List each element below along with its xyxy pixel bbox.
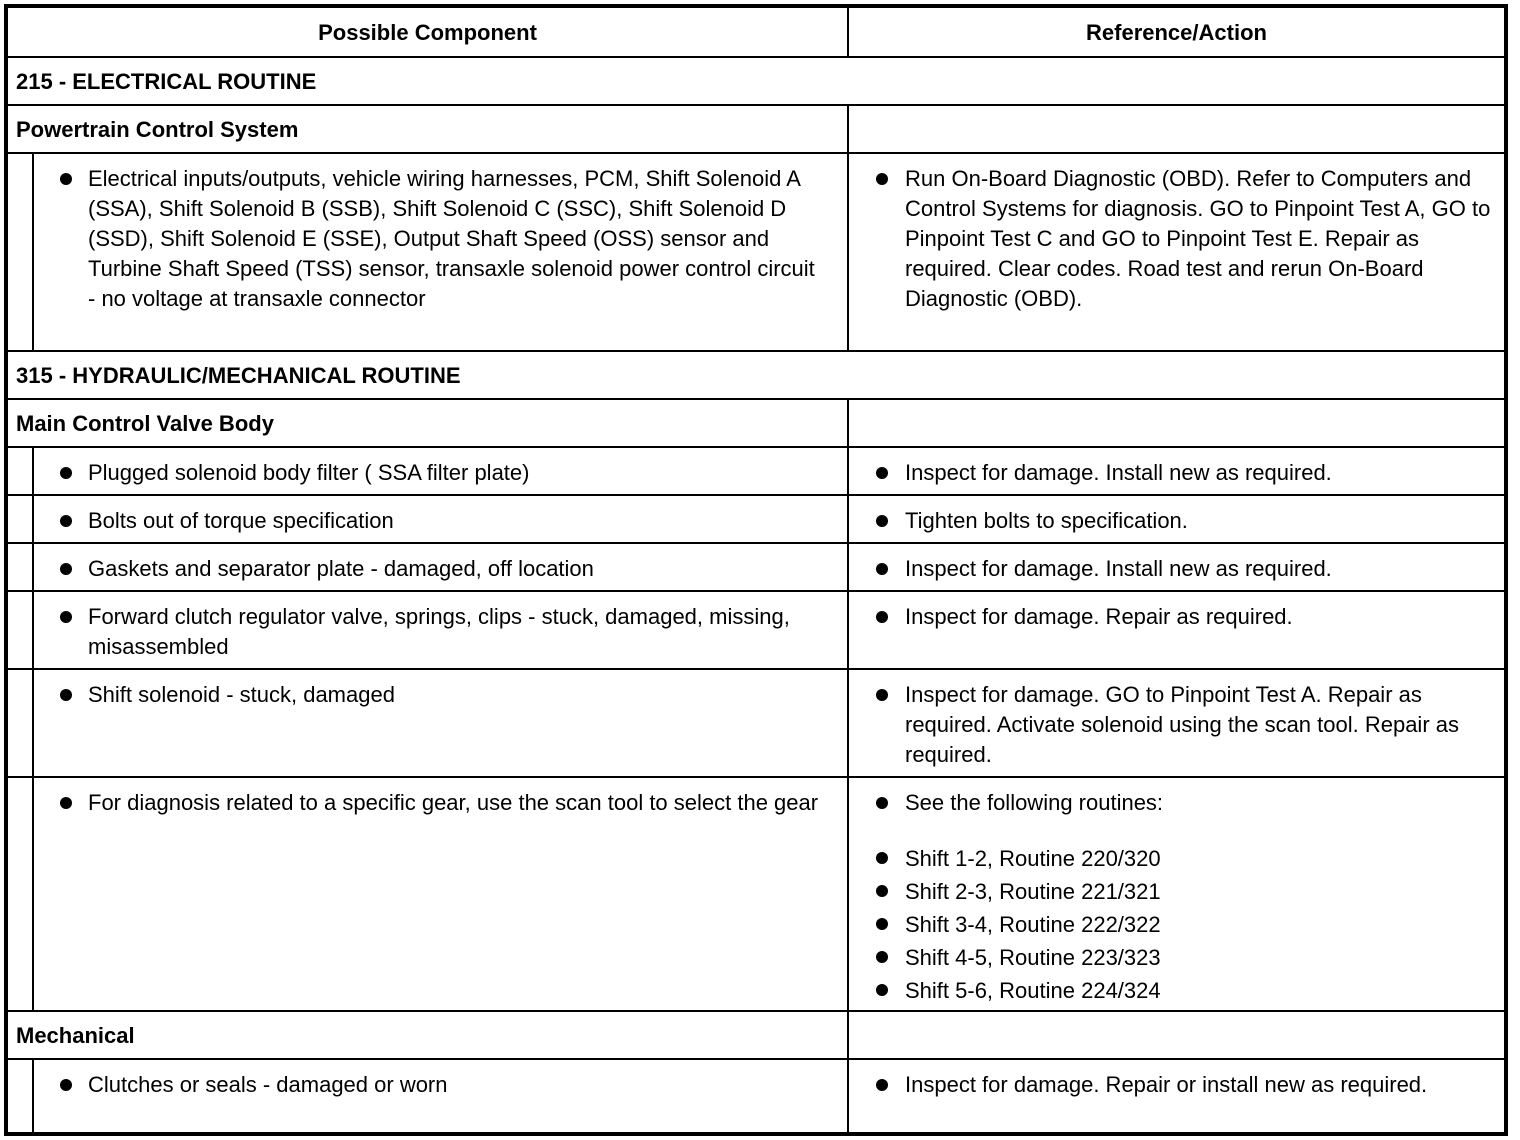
table-row — [8, 152, 1504, 350]
action-text: Inspect for damage. GO to Pinpoint Test A. Repair as required. Activate solenoid using the scan tool. Repair as required. — [905, 682, 1459, 767]
bullet-icon — [876, 885, 888, 897]
indent-line — [32, 496, 34, 542]
bullet-icon — [876, 984, 888, 996]
action-cell — [849, 448, 1504, 494]
group-action-empty — [849, 400, 1504, 446]
table-row — [8, 590, 1504, 668]
table-header-row — [8, 8, 1504, 56]
component-cell — [8, 496, 849, 542]
bullet-icon — [876, 515, 888, 527]
component-text: Plugged solenoid body filter ( SSA filter plate) — [88, 460, 530, 485]
group-action-empty — [849, 106, 1504, 152]
bullet-icon — [876, 563, 888, 575]
action-cell — [849, 592, 1504, 668]
component-text: Forward clutch regulator valve, springs, clips - stuck, damaged, missing, misassembled — [88, 604, 790, 659]
action-cell — [849, 154, 1504, 350]
component-text: Gaskets and separator plate - damaged, off location — [88, 556, 594, 581]
sub-action-text: Shift 3-4, Routine 222/322 — [905, 912, 1161, 937]
bullet-icon — [876, 611, 888, 623]
section-row — [8, 56, 1504, 104]
action-cell — [849, 778, 1504, 1010]
bullet-icon — [60, 563, 72, 575]
sub-action-text: Shift 1-2, Routine 220/320 — [905, 846, 1161, 871]
sub-action-text: Shift 5-6, Routine 224/324 — [905, 978, 1161, 1003]
indent-line — [32, 670, 34, 776]
column-header-component: Possible Component — [8, 8, 849, 56]
action-cell — [849, 544, 1504, 590]
action-text: See the following routines: — [905, 790, 1164, 815]
table-row — [8, 776, 1504, 1010]
table-row — [8, 494, 1504, 542]
group-title: Mechanical — [8, 1012, 849, 1058]
action-cell — [849, 496, 1504, 542]
bullet-icon — [60, 173, 72, 185]
component-cell — [8, 448, 849, 494]
action-text: Inspect for damage. Repair or install new as required. — [905, 1072, 1428, 1097]
bullet-icon — [60, 797, 72, 809]
table-row — [8, 668, 1504, 776]
indent-line — [32, 154, 34, 350]
action-cell — [849, 670, 1504, 776]
group-title: Main Control Valve Body — [8, 400, 849, 446]
component-text: Clutches or seals - damaged or worn — [88, 1072, 448, 1097]
group-title: Powertrain Control System — [8, 106, 849, 152]
table-row — [8, 1058, 1504, 1132]
bullet-icon — [60, 689, 72, 701]
bullet-icon — [876, 852, 888, 864]
table-row — [8, 542, 1504, 590]
sub-action-item — [849, 974, 1504, 1007]
bullet-icon — [60, 611, 72, 623]
indent-line — [32, 1060, 34, 1132]
sub-action-item — [849, 941, 1504, 974]
sub-action-text: Shift 4-5, Routine 223/323 — [905, 945, 1161, 970]
component-text: For diagnosis related to a specific gear, use the scan tool to select the gear — [88, 790, 819, 815]
component-cell — [8, 670, 849, 776]
component-cell — [8, 544, 849, 590]
indent-line — [32, 448, 34, 494]
group-row — [8, 1010, 1504, 1058]
action-text: Tighten bolts to specification. — [905, 508, 1188, 533]
diagnosis-table — [4, 4, 1508, 1136]
component-text: Bolts out of torque specification — [88, 508, 394, 533]
bullet-icon — [60, 467, 72, 479]
indent-line — [32, 592, 34, 668]
action-text: Inspect for damage. Install new as required. — [905, 556, 1332, 581]
component-text: Shift solenoid - stuck, damaged — [88, 682, 395, 707]
bullet-icon — [60, 1079, 72, 1091]
section-row — [8, 350, 1504, 398]
sub-action-text: Shift 2-3, Routine 221/321 — [905, 879, 1161, 904]
bullet-icon — [876, 951, 888, 963]
bullet-icon — [60, 515, 72, 527]
bullet-icon — [876, 1079, 888, 1091]
sub-action-item — [849, 842, 1504, 875]
column-header-action: Reference/Action — [1086, 20, 1267, 45]
group-row — [8, 104, 1504, 152]
component-cell — [8, 778, 849, 1010]
bullet-icon — [876, 173, 888, 185]
action-text: Inspect for damage. Install new as required. — [905, 460, 1332, 485]
component-text: Electrical inputs/outputs, vehicle wiring harnesses, PCM, Shift Solenoid A (SSA), Shift Solenoid B (SSB), Shift Solenoid C (SSC), Shift Solenoid D (SSD), Shift Solenoid E (SSE), Output Shaft Speed (OSS) sensor and Turbine Shaft Speed (TSS) sensor, transaxle solenoid power control circuit - no voltage at transaxle connector — [88, 166, 815, 311]
section-title: 315 - HYDRAULIC/MECHANICAL ROUTINE — [16, 363, 461, 388]
bullet-icon — [876, 689, 888, 701]
bullet-icon — [876, 918, 888, 930]
indent-line — [32, 778, 34, 1010]
component-cell — [8, 592, 849, 668]
indent-line — [32, 544, 34, 590]
action-cell — [849, 1060, 1504, 1132]
sub-action-item — [849, 908, 1504, 941]
bullet-icon — [876, 467, 888, 479]
component-cell — [8, 1060, 849, 1132]
group-action-empty — [849, 1012, 1504, 1058]
component-cell — [8, 154, 849, 350]
table-row — [8, 446, 1504, 494]
section-title: 215 - ELECTRICAL ROUTINE — [16, 69, 317, 94]
sub-action-item — [849, 875, 1504, 908]
group-row — [8, 398, 1504, 446]
bullet-icon — [876, 797, 888, 809]
action-text: Run On-Board Diagnostic (OBD). Refer to Computers and Control Systems for diagnosis. GO to Pinpoint Test A, GO to Pinpoint Test C and GO to Pinpoint Test E. Repair as required. Clear codes. Road test and rerun On-Board Diagnostic (OBD). — [905, 166, 1491, 311]
action-text: Inspect for damage. Repair as required. — [905, 604, 1293, 629]
